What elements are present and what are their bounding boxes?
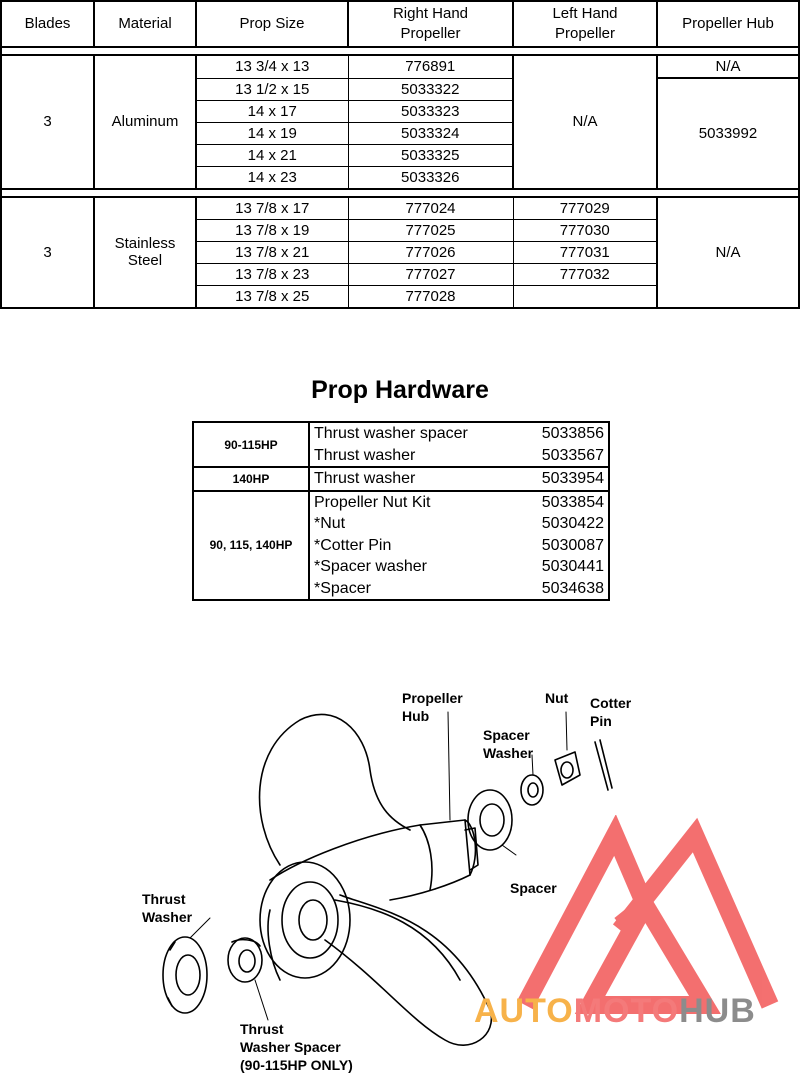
table-cell-size: 14 x 19 (196, 122, 348, 144)
watermark-auto: AUTO (474, 992, 574, 1030)
table-cell-rh: 777027 (348, 263, 513, 285)
header-left-hand: Left Hand Propeller (513, 1, 657, 47)
aluminum-hub-first: N/A (657, 55, 799, 78)
hardware-table (192, 421, 610, 601)
table-cell-lh (513, 285, 657, 308)
table-cell-rh: 777026 (348, 241, 513, 263)
hardware-item-part: 5033954 (538, 467, 609, 491)
propeller-upper-blade (260, 714, 410, 865)
prop-hardware-title: Prop Hardware (311, 376, 489, 404)
table-cell-rh: 5033322 (348, 78, 513, 100)
group-label: 140HP (193, 467, 309, 491)
table-cell-lh: 777030 (513, 219, 657, 241)
table-cell-size: 14 x 17 (196, 100, 348, 122)
watermark-hub: HUB (679, 992, 756, 1030)
header-blades: Blades (1, 1, 94, 47)
label-nut: Nut (545, 690, 569, 706)
stainless-blades: 3 (1, 197, 94, 308)
aluminum-blades: 3 (1, 55, 94, 189)
thrust-washer-spacer-part (228, 938, 262, 982)
group-label: 90, 115, 140HP (193, 491, 309, 601)
table-cell-lh: 777032 (513, 263, 657, 285)
table-cell-rh: 5033326 (348, 166, 513, 189)
table-cell-size: 14 x 23 (196, 166, 348, 189)
header-prop-size: Prop Size (196, 1, 348, 47)
hardware-item-part: 5030087 (538, 535, 609, 557)
table-cell-rh: 5033325 (348, 144, 513, 166)
label-spacer-washer: Spacer Washer (483, 727, 534, 761)
table-cell-size: 13 7/8 x 19 (196, 219, 348, 241)
header-propeller-hub: Propeller Hub (657, 1, 799, 47)
hardware-item-name: Thrust washer (309, 467, 538, 491)
table-cell-lh: 777029 (513, 197, 657, 220)
hardware-item-part: 5030441 (538, 556, 609, 578)
nut-part (555, 752, 580, 785)
table-cell-rh: 777025 (348, 219, 513, 241)
watermark-text (474, 992, 756, 1031)
table-cell-size: 13 7/8 x 23 (196, 263, 348, 285)
label-thrust-washer-spacer: Thrust Washer Spacer (90-115HP ONLY) (240, 1021, 353, 1073)
group-label: 90-115HP (193, 422, 309, 467)
propeller-table (0, 0, 800, 309)
hardware-item-part: 5034638 (538, 578, 609, 601)
spacer-washer-part (521, 775, 543, 805)
table-cell-rh: 777028 (348, 285, 513, 308)
hardware-item-part: 5030422 (538, 513, 609, 535)
table-cell-size: 13 7/8 x 25 (196, 285, 348, 308)
hardware-item-part: 5033854 (538, 491, 609, 514)
label-thrust-washer: Thrust Washer (142, 891, 193, 925)
hardware-item-name: *Spacer washer (309, 556, 538, 578)
hardware-item-name: *Nut (309, 513, 538, 535)
stainless-material: Stainless Steel (94, 197, 196, 308)
label-spacer: Spacer (510, 880, 557, 896)
table-cell-size: 13 7/8 x 21 (196, 241, 348, 263)
watermark-moto: MOTO (573, 992, 680, 1030)
hardware-item-name: Thrust washer (309, 445, 538, 468)
cotter-pin-part (595, 740, 612, 790)
table-cell-rh: 777024 (348, 197, 513, 220)
table-cell-rh: 776891 (348, 55, 513, 78)
table-cell-size: 14 x 21 (196, 144, 348, 166)
table-cell-size: 13 7/8 x 17 (196, 197, 348, 220)
hardware-item-part: 5033567 (538, 445, 609, 468)
hardware-item-name: *Cotter Pin (309, 535, 538, 557)
aluminum-hub: 5033992 (657, 78, 799, 189)
hardware-item-part: 5033856 (538, 422, 609, 445)
table-cell-size: 13 3/4 x 13 (196, 55, 348, 78)
aluminum-lh: N/A (513, 55, 657, 189)
table-cell-rh: 5033323 (348, 100, 513, 122)
label-propeller-hub: Propeller Hub (402, 690, 463, 724)
table-cell-lh: 777031 (513, 241, 657, 263)
propeller-left-blade (268, 910, 280, 980)
hardware-item-name: Thrust washer spacer (309, 422, 538, 445)
header-right-hand: Right Hand Propeller (348, 1, 513, 47)
label-cotter-pin: Cotter Pin (590, 695, 632, 729)
table-cell-rh: 5033324 (348, 122, 513, 144)
propeller-hub-body (270, 820, 470, 900)
aluminum-material: Aluminum (94, 55, 196, 189)
stainless-hub: N/A (657, 197, 799, 308)
header-material: Material (94, 1, 196, 47)
propeller-nose (260, 862, 350, 978)
hardware-item-name: *Spacer (309, 578, 538, 601)
table-cell-size: 13 1/2 x 15 (196, 78, 348, 100)
hardware-item-name: Propeller Nut Kit (309, 491, 538, 514)
